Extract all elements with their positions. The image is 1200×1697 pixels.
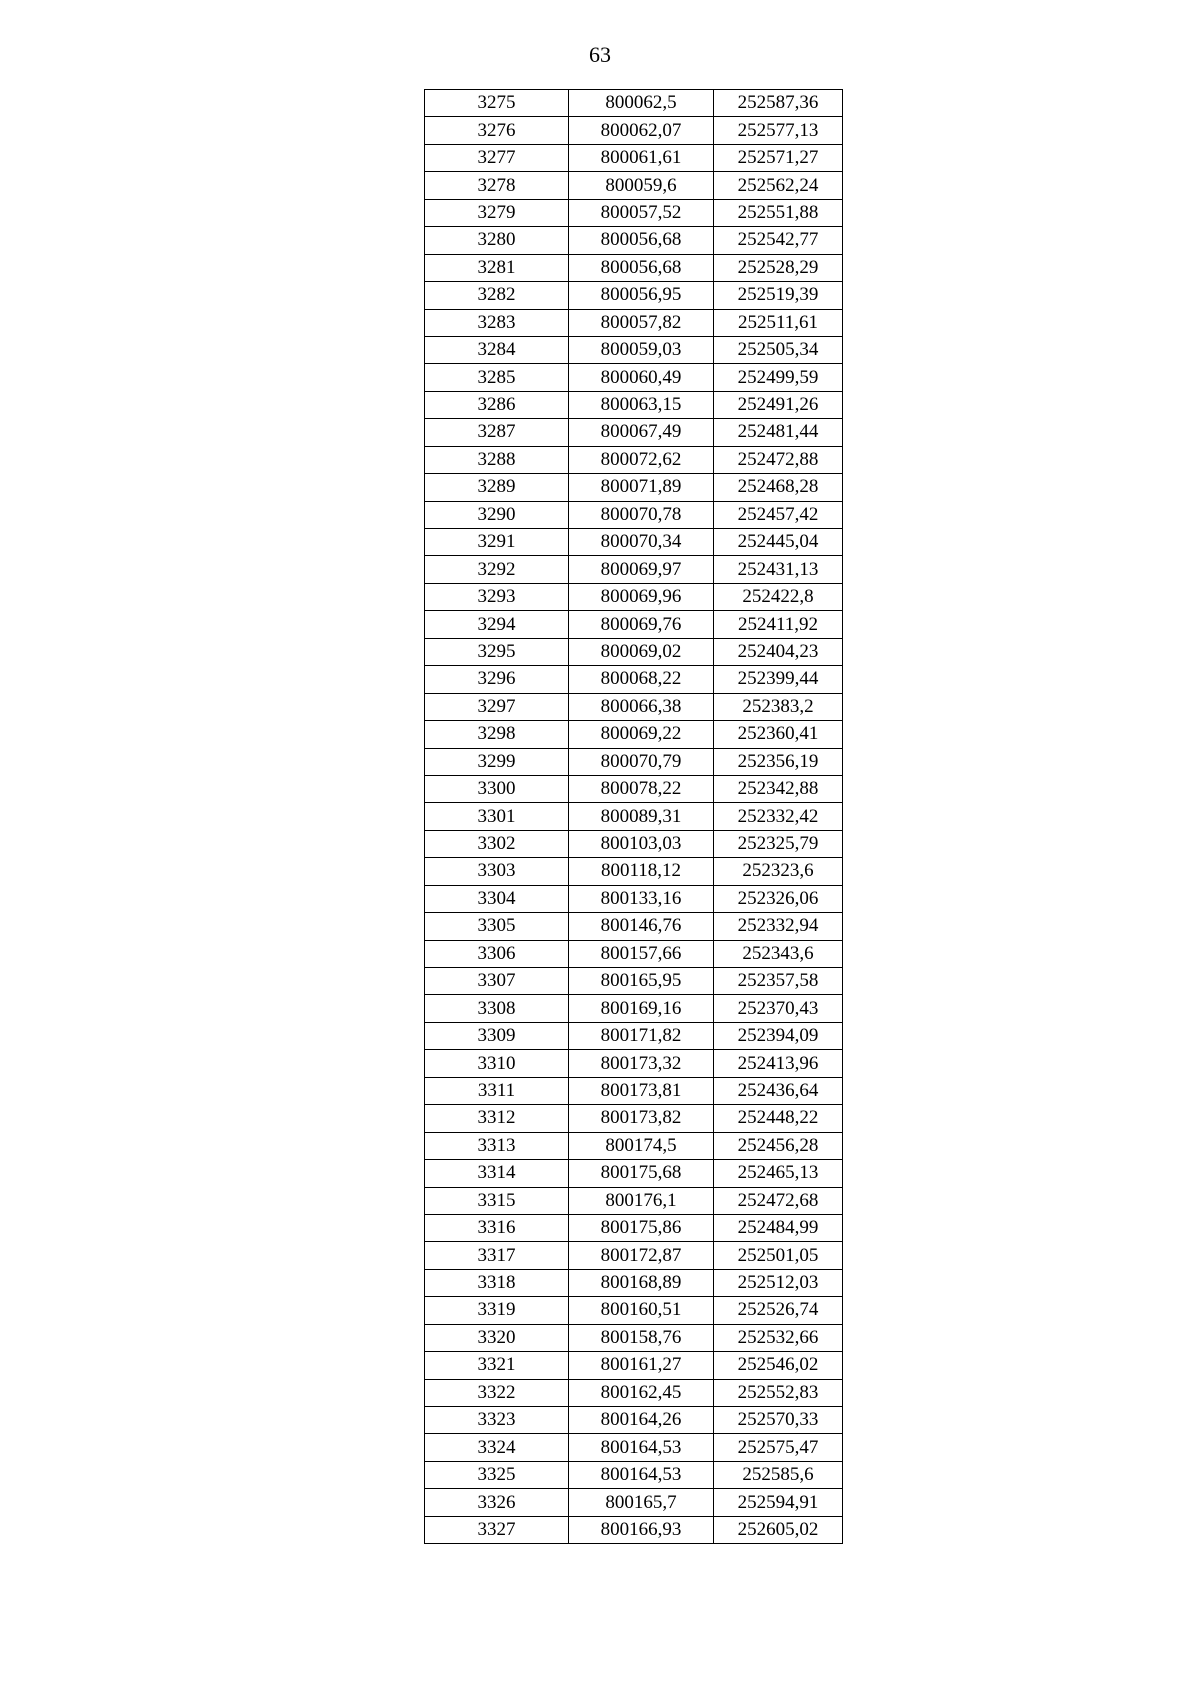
table-row: [425, 775, 843, 802]
point-number-cell: 3322: [425, 1379, 569, 1406]
point-number-cell: 3281: [425, 254, 569, 281]
point-number-cell: 3287: [425, 419, 569, 446]
y-coordinate-cell: 252357,58: [714, 968, 843, 995]
table-row: [425, 199, 843, 226]
table-row: [425, 1489, 843, 1516]
x-coordinate-cell: 800176,1: [569, 1187, 714, 1214]
y-coordinate-cell: 252587,36: [714, 90, 843, 117]
point-number-cell: 3315: [425, 1187, 569, 1214]
x-coordinate-cell: 800166,93: [569, 1516, 714, 1543]
x-coordinate-cell: 800069,96: [569, 583, 714, 610]
y-coordinate-cell: 252360,41: [714, 721, 843, 748]
y-coordinate-cell: 252383,2: [714, 693, 843, 720]
point-number-cell: 3307: [425, 968, 569, 995]
table-row: [425, 90, 843, 117]
x-coordinate-cell: 800171,82: [569, 1022, 714, 1049]
y-coordinate-cell: 252422,8: [714, 583, 843, 610]
point-number-cell: 3290: [425, 501, 569, 528]
x-coordinate-cell: 800067,49: [569, 419, 714, 446]
x-coordinate-cell: 800068,22: [569, 666, 714, 693]
x-coordinate-cell: 800162,45: [569, 1379, 714, 1406]
x-coordinate-cell: 800056,68: [569, 227, 714, 254]
x-coordinate-cell: 800070,79: [569, 748, 714, 775]
point-number-cell: 3298: [425, 721, 569, 748]
table-row: [425, 172, 843, 199]
y-coordinate-cell: 252342,88: [714, 775, 843, 802]
table-row: [425, 309, 843, 336]
x-coordinate-cell: 800173,32: [569, 1050, 714, 1077]
table-row: [425, 419, 843, 446]
x-coordinate-cell: 800133,16: [569, 885, 714, 912]
point-number-cell: 3321: [425, 1352, 569, 1379]
table-row: [425, 858, 843, 885]
table-row: [425, 913, 843, 940]
point-number-cell: 3311: [425, 1077, 569, 1104]
x-coordinate-cell: 800118,12: [569, 858, 714, 885]
y-coordinate-cell: 252546,02: [714, 1352, 843, 1379]
y-coordinate-cell: 252332,42: [714, 803, 843, 830]
x-coordinate-cell: 800173,82: [569, 1105, 714, 1132]
table-row: [425, 1050, 843, 1077]
point-number-cell: 3301: [425, 803, 569, 830]
x-coordinate-cell: 800172,87: [569, 1242, 714, 1269]
y-coordinate-cell: 252501,05: [714, 1242, 843, 1269]
y-coordinate-cell: 252575,47: [714, 1434, 843, 1461]
y-coordinate-cell: 252457,42: [714, 501, 843, 528]
x-coordinate-cell: 800078,22: [569, 775, 714, 802]
table-row: [425, 446, 843, 473]
point-number-cell: 3302: [425, 830, 569, 857]
point-number-cell: 3299: [425, 748, 569, 775]
point-number-cell: 3303: [425, 858, 569, 885]
y-coordinate-cell: 252519,39: [714, 282, 843, 309]
y-coordinate-cell: 252562,24: [714, 172, 843, 199]
x-coordinate-cell: 800062,5: [569, 90, 714, 117]
y-coordinate-cell: 252411,92: [714, 611, 843, 638]
y-coordinate-cell: 252605,02: [714, 1516, 843, 1543]
point-number-cell: 3293: [425, 583, 569, 610]
point-number-cell: 3275: [425, 90, 569, 117]
y-coordinate-cell: 252484,99: [714, 1214, 843, 1241]
point-number-cell: 3288: [425, 446, 569, 473]
point-number-cell: 3327: [425, 1516, 569, 1543]
x-coordinate-cell: 800069,22: [569, 721, 714, 748]
point-number-cell: 3291: [425, 529, 569, 556]
point-number-cell: 3304: [425, 885, 569, 912]
y-coordinate-cell: 252370,43: [714, 995, 843, 1022]
point-number-cell: 3294: [425, 611, 569, 638]
point-number-cell: 3320: [425, 1324, 569, 1351]
x-coordinate-cell: 800059,6: [569, 172, 714, 199]
x-coordinate-cell: 800174,5: [569, 1132, 714, 1159]
x-coordinate-cell: 800164,53: [569, 1434, 714, 1461]
y-coordinate-cell: 252431,13: [714, 556, 843, 583]
x-coordinate-cell: 800175,68: [569, 1160, 714, 1187]
y-coordinate-cell: 252552,83: [714, 1379, 843, 1406]
point-number-cell: 3326: [425, 1489, 569, 1516]
point-number-cell: 3284: [425, 336, 569, 363]
table-row: [425, 282, 843, 309]
point-number-cell: 3314: [425, 1160, 569, 1187]
point-number-cell: 3297: [425, 693, 569, 720]
table-row: [425, 885, 843, 912]
y-coordinate-cell: 252577,13: [714, 117, 843, 144]
point-number-cell: 3282: [425, 282, 569, 309]
point-number-cell: 3277: [425, 144, 569, 171]
table-row: [425, 529, 843, 556]
point-number-cell: 3305: [425, 913, 569, 940]
table-row: [425, 830, 843, 857]
y-coordinate-cell: 252394,09: [714, 1022, 843, 1049]
point-number-cell: 3279: [425, 199, 569, 226]
x-coordinate-cell: 800103,03: [569, 830, 714, 857]
x-coordinate-cell: 800175,86: [569, 1214, 714, 1241]
x-coordinate-cell: 800169,16: [569, 995, 714, 1022]
x-coordinate-cell: 800059,03: [569, 336, 714, 363]
x-coordinate-cell: 800089,31: [569, 803, 714, 830]
point-number-cell: 3276: [425, 117, 569, 144]
point-number-cell: 3325: [425, 1461, 569, 1488]
y-coordinate-cell: 252413,96: [714, 1050, 843, 1077]
y-coordinate-cell: 252499,59: [714, 364, 843, 391]
table-row: [425, 1516, 843, 1543]
point-number-cell: 3317: [425, 1242, 569, 1269]
y-coordinate-cell: 252528,29: [714, 254, 843, 281]
y-coordinate-cell: 252472,68: [714, 1187, 843, 1214]
point-number-cell: 3323: [425, 1407, 569, 1434]
x-coordinate-cell: 800069,76: [569, 611, 714, 638]
x-coordinate-cell: 800069,02: [569, 638, 714, 665]
x-coordinate-cell: 800072,62: [569, 446, 714, 473]
x-coordinate-cell: 800061,61: [569, 144, 714, 171]
x-coordinate-cell: 800066,38: [569, 693, 714, 720]
table-row: [425, 940, 843, 967]
point-number-cell: 3285: [425, 364, 569, 391]
x-coordinate-cell: 800164,53: [569, 1461, 714, 1488]
table-row: [425, 1077, 843, 1104]
table-row: [425, 1461, 843, 1488]
point-number-cell: 3308: [425, 995, 569, 1022]
table-row: [425, 1379, 843, 1406]
y-coordinate-cell: 252585,6: [714, 1461, 843, 1488]
point-number-cell: 3283: [425, 309, 569, 336]
y-coordinate-cell: 252436,64: [714, 1077, 843, 1104]
coordinates-table-body: [425, 90, 843, 1544]
y-coordinate-cell: 252465,13: [714, 1160, 843, 1187]
table-row: [425, 968, 843, 995]
y-coordinate-cell: 252551,88: [714, 199, 843, 226]
point-number-cell: 3309: [425, 1022, 569, 1049]
y-coordinate-cell: 252326,06: [714, 885, 843, 912]
x-coordinate-cell: 800069,97: [569, 556, 714, 583]
x-coordinate-cell: 800164,26: [569, 1407, 714, 1434]
table-row: [425, 995, 843, 1022]
table-row: [425, 1187, 843, 1214]
x-coordinate-cell: 800060,49: [569, 364, 714, 391]
y-coordinate-cell: 252323,6: [714, 858, 843, 885]
point-number-cell: 3295: [425, 638, 569, 665]
point-number-cell: 3319: [425, 1297, 569, 1324]
table-row: [425, 638, 843, 665]
y-coordinate-cell: 252325,79: [714, 830, 843, 857]
x-coordinate-cell: 800063,15: [569, 391, 714, 418]
point-number-cell: 3286: [425, 391, 569, 418]
table-row: [425, 1407, 843, 1434]
point-number-cell: 3312: [425, 1105, 569, 1132]
table-row: [425, 1324, 843, 1351]
y-coordinate-cell: 252570,33: [714, 1407, 843, 1434]
y-coordinate-cell: 252526,74: [714, 1297, 843, 1324]
y-coordinate-cell: 252594,91: [714, 1489, 843, 1516]
point-number-cell: 3292: [425, 556, 569, 583]
table-row: [425, 1297, 843, 1324]
table-row: [425, 556, 843, 583]
y-coordinate-cell: 252404,23: [714, 638, 843, 665]
x-coordinate-cell: 800158,76: [569, 1324, 714, 1351]
point-number-cell: 3300: [425, 775, 569, 802]
table-row: [425, 583, 843, 610]
x-coordinate-cell: 800070,34: [569, 529, 714, 556]
table-row: [425, 117, 843, 144]
table-row: [425, 1434, 843, 1461]
table-row: [425, 1160, 843, 1187]
x-coordinate-cell: 800057,52: [569, 199, 714, 226]
point-number-cell: 3316: [425, 1214, 569, 1241]
coordinates-table: [424, 89, 843, 1544]
x-coordinate-cell: 800168,89: [569, 1269, 714, 1296]
point-number-cell: 3289: [425, 474, 569, 501]
table-row: [425, 474, 843, 501]
y-coordinate-cell: 252356,19: [714, 748, 843, 775]
x-coordinate-cell: 800173,81: [569, 1077, 714, 1104]
x-coordinate-cell: 800165,95: [569, 968, 714, 995]
point-number-cell: 3318: [425, 1269, 569, 1296]
x-coordinate-cell: 800146,76: [569, 913, 714, 940]
point-number-cell: 3313: [425, 1132, 569, 1159]
y-coordinate-cell: 252456,28: [714, 1132, 843, 1159]
y-coordinate-cell: 252472,88: [714, 446, 843, 473]
y-coordinate-cell: 252491,26: [714, 391, 843, 418]
y-coordinate-cell: 252532,66: [714, 1324, 843, 1351]
table-row: [425, 1352, 843, 1379]
point-number-cell: 3306: [425, 940, 569, 967]
table-row: [425, 803, 843, 830]
y-coordinate-cell: 252542,77: [714, 227, 843, 254]
point-number-cell: 3324: [425, 1434, 569, 1461]
table-row: [425, 391, 843, 418]
x-coordinate-cell: 800057,82: [569, 309, 714, 336]
y-coordinate-cell: 252448,22: [714, 1105, 843, 1132]
table-row: [425, 721, 843, 748]
table-row: [425, 1022, 843, 1049]
x-coordinate-cell: 800071,89: [569, 474, 714, 501]
table-row: [425, 693, 843, 720]
table-row: [425, 1269, 843, 1296]
x-coordinate-cell: 800056,68: [569, 254, 714, 281]
y-coordinate-cell: 252343,6: [714, 940, 843, 967]
table-row: [425, 336, 843, 363]
y-coordinate-cell: 252468,28: [714, 474, 843, 501]
y-coordinate-cell: 252511,61: [714, 309, 843, 336]
y-coordinate-cell: 252571,27: [714, 144, 843, 171]
x-coordinate-cell: 800070,78: [569, 501, 714, 528]
table-row: [425, 501, 843, 528]
x-coordinate-cell: 800165,7: [569, 1489, 714, 1516]
x-coordinate-cell: 800157,66: [569, 940, 714, 967]
table-row: [425, 1105, 843, 1132]
point-number-cell: 3296: [425, 666, 569, 693]
y-coordinate-cell: 252445,04: [714, 529, 843, 556]
table-row: [425, 227, 843, 254]
table-row: [425, 611, 843, 638]
y-coordinate-cell: 252512,03: [714, 1269, 843, 1296]
x-coordinate-cell: 800161,27: [569, 1352, 714, 1379]
table-row: [425, 144, 843, 171]
table-row: [425, 1242, 843, 1269]
point-number-cell: 3280: [425, 227, 569, 254]
table-row: [425, 254, 843, 281]
page-number: 63: [589, 42, 611, 67]
y-coordinate-cell: 252505,34: [714, 336, 843, 363]
table-row: [425, 748, 843, 775]
point-number-cell: 3310: [425, 1050, 569, 1077]
x-coordinate-cell: 800056,95: [569, 282, 714, 309]
y-coordinate-cell: 252481,44: [714, 419, 843, 446]
y-coordinate-cell: 252332,94: [714, 913, 843, 940]
table-row: [425, 1132, 843, 1159]
table-row: [425, 666, 843, 693]
table-row: [425, 1214, 843, 1241]
table-row: [425, 364, 843, 391]
point-number-cell: 3278: [425, 172, 569, 199]
x-coordinate-cell: 800062,07: [569, 117, 714, 144]
x-coordinate-cell: 800160,51: [569, 1297, 714, 1324]
y-coordinate-cell: 252399,44: [714, 666, 843, 693]
